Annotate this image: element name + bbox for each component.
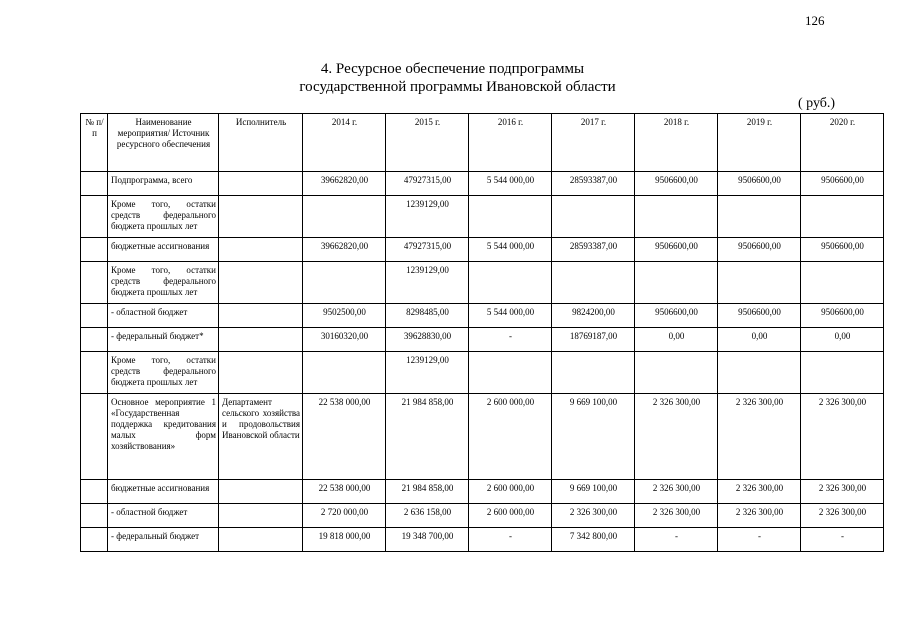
page-number: 126 (805, 13, 825, 28)
table-row (81, 238, 884, 262)
row-value: 2 600 000,00 (469, 480, 552, 504)
row-name: Основное мероприятие 1 «Государственная поддержка кредитования малых форм хозяйствования» (108, 394, 219, 480)
row-value: 2 326 300,00 (635, 394, 718, 480)
row-value: 19 348 700,00 (386, 528, 469, 552)
row-value: - (801, 528, 884, 552)
row-name: Подпрограмма, всего (108, 172, 219, 196)
row-executor (219, 328, 303, 352)
header-year: 2020 г. (801, 114, 884, 172)
row-value: 30160320,00 (303, 328, 386, 352)
row-value (552, 352, 635, 394)
table-header-row (81, 114, 884, 172)
row-num (81, 480, 108, 504)
row-value (303, 196, 386, 238)
row-value (718, 352, 801, 394)
row-value: 9506600,00 (718, 238, 801, 262)
table-row (81, 528, 884, 552)
row-value: 0,00 (635, 328, 718, 352)
row-value: 2 326 300,00 (635, 504, 718, 528)
header-year: 2018 г. (635, 114, 718, 172)
row-value: 2 636 158,00 (386, 504, 469, 528)
row-value: 2 600 000,00 (469, 394, 552, 480)
row-name: бюджетные ассигнования (108, 480, 219, 504)
row-num (81, 394, 108, 480)
header-year: 2016 г. (469, 114, 552, 172)
row-value: 18769187,00 (552, 328, 635, 352)
row-value (801, 196, 884, 238)
row-executor (219, 352, 303, 394)
row-executor (219, 172, 303, 196)
row-name: Кроме того, остатки средств федерального бюджета прошлых лет (108, 196, 219, 238)
row-value: 5 544 000,00 (469, 172, 552, 196)
table-row (81, 352, 884, 394)
unit-label: ( руб.) (798, 96, 836, 111)
row-value: 1239129,00 (386, 352, 469, 394)
row-value: 2 600 000,00 (469, 504, 552, 528)
row-value: 2 720 000,00 (303, 504, 386, 528)
row-value: 9506600,00 (801, 172, 884, 196)
header-year: 2015 г. (386, 114, 469, 172)
row-value (469, 262, 552, 304)
row-name: - областной бюджет (108, 504, 219, 528)
row-value (635, 352, 718, 394)
header-executor: Исполнитель (219, 114, 303, 172)
row-value (552, 196, 635, 238)
row-value: 21 984 858,00 (386, 394, 469, 480)
row-value: 7 342 800,00 (552, 528, 635, 552)
row-value: 1239129,00 (386, 262, 469, 304)
row-value: 39662820,00 (303, 238, 386, 262)
row-value: 9506600,00 (718, 172, 801, 196)
row-executor (219, 304, 303, 328)
row-value: 2 326 300,00 (718, 504, 801, 528)
table-row (81, 196, 884, 238)
row-value: 0,00 (801, 328, 884, 352)
title-line-1: 4. Ресурсное обеспечение подпрограммы (320, 61, 585, 77)
row-value (718, 262, 801, 304)
row-value: 2 326 300,00 (801, 504, 884, 528)
row-executor (219, 528, 303, 552)
row-value: 39628830,00 (386, 328, 469, 352)
row-value (801, 262, 884, 304)
row-value: 47927315,00 (386, 238, 469, 262)
row-value: 2 326 300,00 (552, 504, 635, 528)
row-value: 8298485,00 (386, 304, 469, 328)
row-value: 1239129,00 (386, 196, 469, 238)
row-value: 21 984 858,00 (386, 480, 469, 504)
row-value: 9506600,00 (718, 304, 801, 328)
row-value: 2 326 300,00 (718, 480, 801, 504)
row-value (552, 262, 635, 304)
row-value: 9506600,00 (635, 238, 718, 262)
row-value (469, 352, 552, 394)
row-value: 2 326 300,00 (718, 394, 801, 480)
row-name: - федеральный бюджет* (108, 328, 219, 352)
header-year: 2014 г. (303, 114, 386, 172)
row-executor: Департамент сельского хозяйства и продовольствия Ивановской области (219, 394, 303, 480)
row-value (635, 262, 718, 304)
row-num (81, 238, 108, 262)
table-row (81, 262, 884, 304)
row-value: 39662820,00 (303, 172, 386, 196)
row-num (81, 262, 108, 304)
table-row (81, 504, 884, 528)
row-num (81, 528, 108, 552)
row-value (635, 196, 718, 238)
row-value: 9 669 100,00 (552, 480, 635, 504)
row-name: - федеральный бюджет (108, 528, 219, 552)
table-row (81, 304, 884, 328)
row-name: - областной бюджет (108, 304, 219, 328)
row-name: Кроме того, остатки средств федерального бюджета прошлых лет (108, 352, 219, 394)
row-num (81, 504, 108, 528)
title-line-2: государственной программы Ивановской области (299, 79, 616, 95)
row-executor (219, 480, 303, 504)
row-value (303, 352, 386, 394)
row-value: 0,00 (718, 328, 801, 352)
row-value: 2 326 300,00 (635, 480, 718, 504)
header-num: № п/п (81, 114, 108, 172)
row-value: - (635, 528, 718, 552)
row-num (81, 304, 108, 328)
header-year: 2017 г. (552, 114, 635, 172)
row-value: 9502500,00 (303, 304, 386, 328)
row-value (469, 196, 552, 238)
row-value: 9506600,00 (635, 304, 718, 328)
row-value: 9506600,00 (635, 172, 718, 196)
row-value (303, 262, 386, 304)
table-row (81, 480, 884, 504)
row-value: 28593387,00 (552, 172, 635, 196)
row-value: 9 669 100,00 (552, 394, 635, 480)
row-num (81, 352, 108, 394)
row-value: 5 544 000,00 (469, 304, 552, 328)
row-value (718, 196, 801, 238)
row-executor (219, 504, 303, 528)
row-num (81, 172, 108, 196)
row-value (801, 352, 884, 394)
row-num (81, 196, 108, 238)
table-row (81, 172, 884, 196)
header-year: 2019 г. (718, 114, 801, 172)
table-row (81, 394, 884, 480)
row-value: 22 538 000,00 (303, 394, 386, 480)
row-value: - (469, 328, 552, 352)
row-name: Кроме того, остатки средств федерального бюджета прошлых лет (108, 262, 219, 304)
row-value: 9824200,00 (552, 304, 635, 328)
row-value: 19 818 000,00 (303, 528, 386, 552)
row-value: 9506600,00 (801, 304, 884, 328)
row-num (81, 328, 108, 352)
table-row (81, 328, 884, 352)
row-value: 22 538 000,00 (303, 480, 386, 504)
row-value: 2 326 300,00 (801, 480, 884, 504)
row-name: бюджетные ассигнования (108, 238, 219, 262)
header-name: Наименование мероприятия/ Источник ресурсного обеспечения (108, 114, 219, 172)
row-value: 9506600,00 (801, 238, 884, 262)
row-value: 28593387,00 (552, 238, 635, 262)
row-executor (219, 238, 303, 262)
resource-table (80, 113, 884, 552)
row-value: - (469, 528, 552, 552)
row-value: 47927315,00 (386, 172, 469, 196)
page-title (0, 60, 905, 96)
row-value: 5 544 000,00 (469, 238, 552, 262)
row-executor (219, 262, 303, 304)
row-executor (219, 196, 303, 238)
row-value: 2 326 300,00 (801, 394, 884, 480)
row-value: - (718, 528, 801, 552)
